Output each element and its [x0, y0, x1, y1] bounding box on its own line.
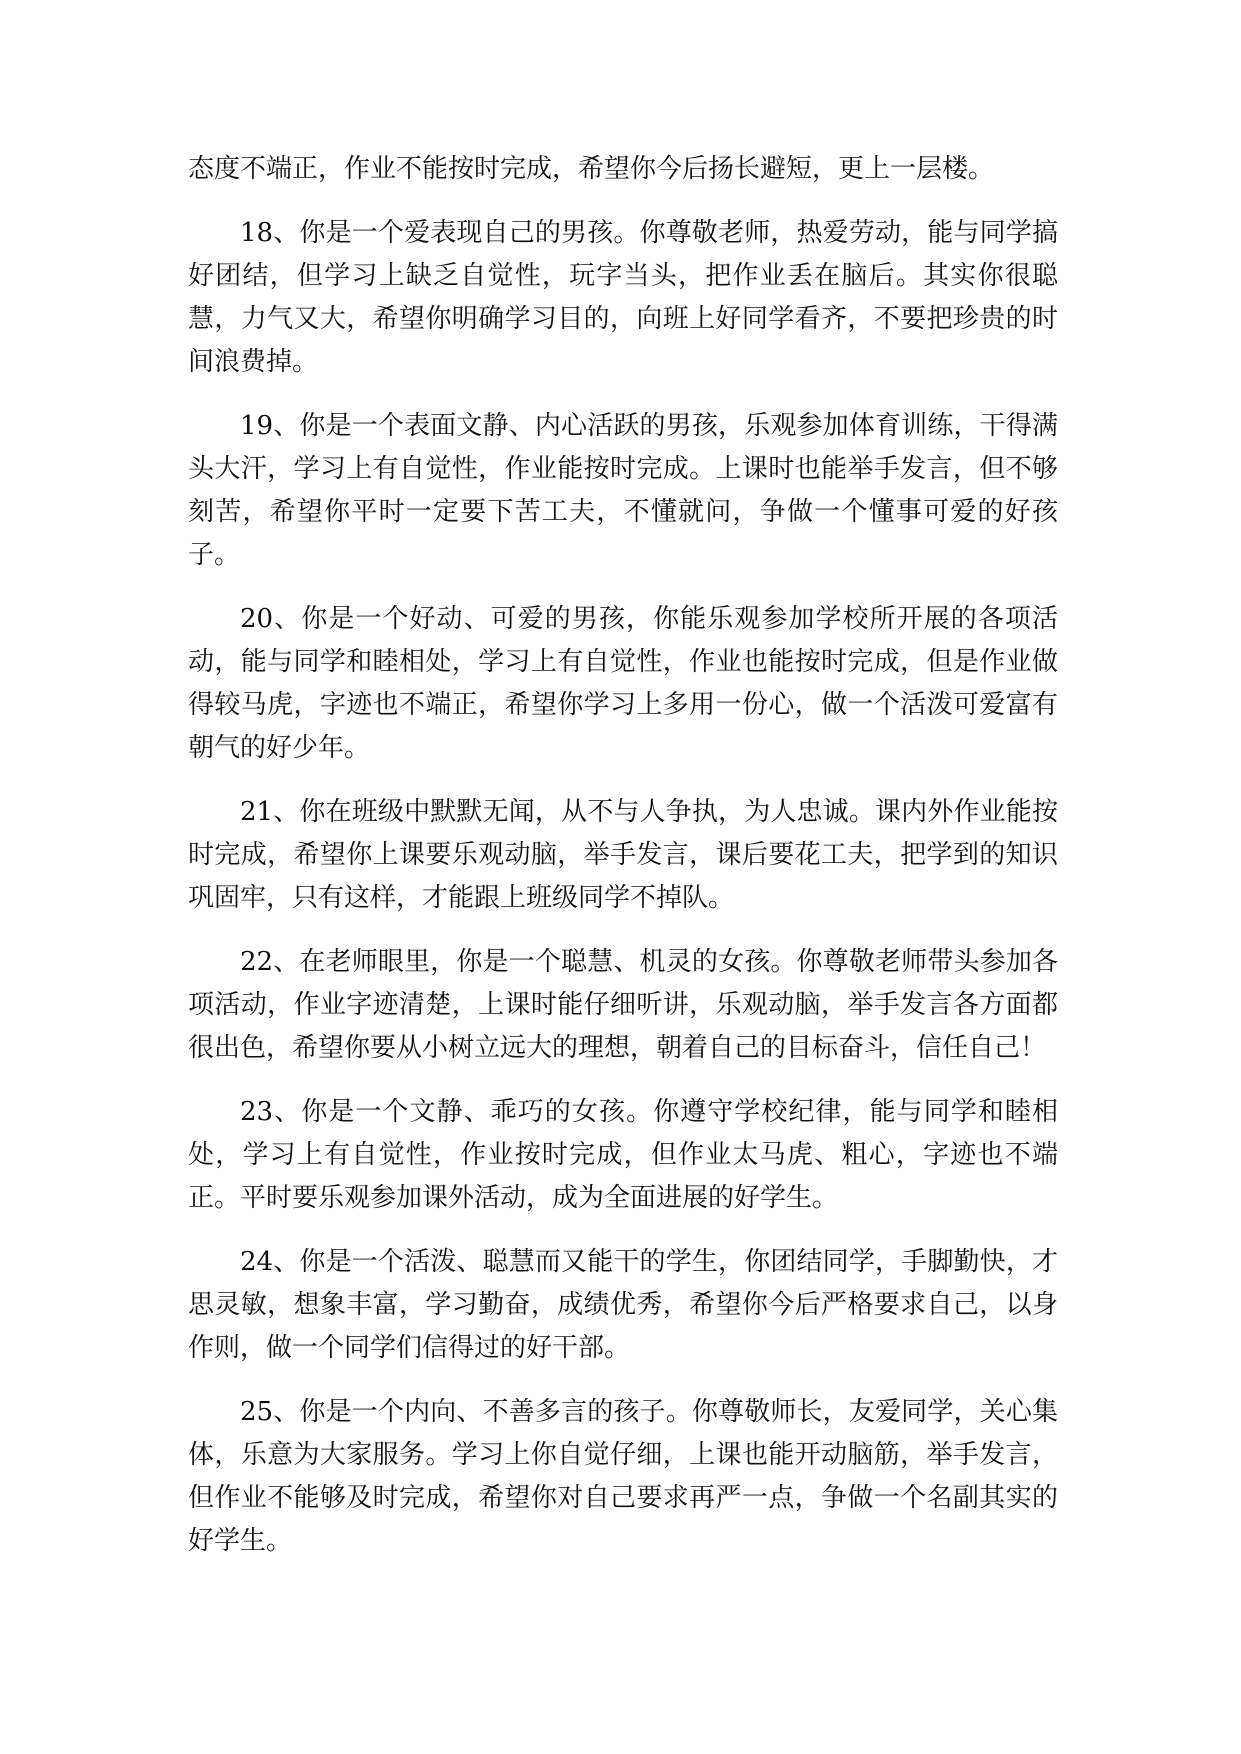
- paragraph-comment-23: 23、你是一个文静、乖巧的女孩。你遵守学校纪律，能与同学和睦相处，学习上有自觉性，作业按时完成，但作业太马虎、粗心，字迹也不端正。平时要乐观参加课外活动，成为全面进展的好学生。: [188, 1097, 1058, 1213]
- paragraph-continued: 态度不端正，作业不能按时完成，希望你今后扬长避短，更上一层楼。: [188, 154, 995, 184]
- paragraph-comment-25: 25、你是一个内向、不善多言的孩子。你尊敬师长，友爱同学，关心集体，乐意为大家服务。学习上你自觉仔细，上课也能开动脑筋，举手发言，但作业不能够及时完成，希望你对自己要求再严一点，争做一个名副其实的好学生。: [188, 1397, 1058, 1556]
- paragraph-comment-21: 21、你在班级中默默无闻，从不与人争执，为人忠诚。课内外作业能按时完成，希望你上课要乐观动脑，举手发言，课后要花工夫，把学到的知识巩固牢，只有这样，才能跟上班级同学不掉队。: [188, 797, 1058, 913]
- paragraph-comment-22: 22、在老师眼里，你是一个聪慧、机灵的女孩。你尊敬老师带头参加各项活动，作业字迹清楚，上课时能仔细听讲，乐观动脑，举手发言各方面都很出色，希望你要从小树立远大的理想，朝着自己的目标奋斗，信任自己！: [188, 947, 1058, 1063]
- paragraph-comment-19: 19、你是一个表面文静、内心活跃的男孩，乐观参加体育训练，干得满头大汗，学习上有自觉性，作业能按时完成。上课时也能举手发言，但不够刻苦，希望你平时一定要下苦工夫，不懂就问，争做一个懂事可爱的好孩子。: [188, 411, 1058, 570]
- paragraph-comment-24: 24、你是一个活泼、聪慧而又能干的学生，你团结同学，手脚勤快，才思灵敏，想象丰富，学习勤奋，成绩优秀，希望你今后严格要求自己，以身作则，做一个同学们信得过的好干部。: [188, 1247, 1058, 1363]
- paragraph-comment-20: 20、你是一个好动、可爱的男孩，你能乐观参加学校所开展的各项活动，能与同学和睦相处，学习上有自觉性，作业也能按时完成，但是作业做得较马虎，字迹也不端正，希望你学习上多用一份心，做一个活泼可爱富有朝气的好少年。: [188, 604, 1058, 763]
- paragraph-comment-18: 18、你是一个爱表现自己的男孩。你尊敬老师，热爱劳动，能与同学搞好团结，但学习上缺乏自觉性，玩字当头，把作业丢在脑后。其实你很聪慧，力气又大，希望你明确学习目的，向班上好同学看齐，不要把珍贵的时间浪费掉。: [188, 218, 1058, 377]
- document-page: [188, 148, 1058, 1584]
